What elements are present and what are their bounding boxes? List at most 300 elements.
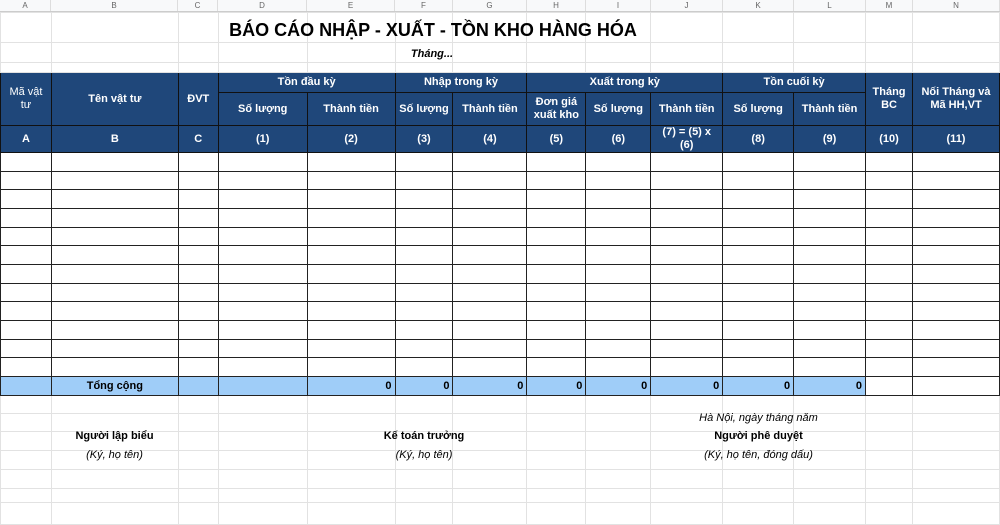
data-cell[interactable] (913, 283, 1000, 302)
data-cell[interactable] (307, 320, 395, 339)
data-cell[interactable] (51, 283, 178, 302)
data-cell[interactable] (866, 283, 913, 302)
cell[interactable] (218, 431, 307, 450)
data-cell[interactable] (527, 358, 586, 377)
data-cell[interactable] (395, 358, 453, 377)
data-cell[interactable] (1, 339, 52, 358)
cell[interactable] (178, 43, 218, 63)
data-cell[interactable] (651, 190, 723, 209)
data-cell[interactable] (866, 302, 913, 321)
data-cell[interactable] (586, 227, 651, 246)
cell[interactable] (395, 63, 453, 73)
data-cell[interactable] (395, 320, 453, 339)
cell[interactable] (453, 63, 527, 73)
cell[interactable] (866, 13, 913, 43)
data-cell[interactable] (527, 171, 586, 190)
data-cell[interactable] (723, 339, 794, 358)
cell[interactable] (1, 450, 52, 469)
data-cell[interactable] (794, 339, 866, 358)
total-cell[interactable] (218, 376, 307, 395)
data-cell[interactable] (51, 153, 178, 172)
cell[interactable] (307, 502, 395, 524)
data-cell[interactable] (866, 320, 913, 339)
data-cell[interactable] (866, 153, 913, 172)
data-cell[interactable] (913, 190, 1000, 209)
data-cell[interactable] (453, 246, 527, 265)
data-cell[interactable] (794, 302, 866, 321)
data-cell[interactable] (1, 171, 52, 190)
data-cell[interactable] (218, 283, 307, 302)
data-cell[interactable] (527, 153, 586, 172)
data-cell[interactable] (586, 320, 651, 339)
cell[interactable] (453, 413, 527, 431)
cell[interactable] (586, 469, 651, 488)
data-cell[interactable] (178, 153, 218, 172)
data-cell[interactable] (723, 171, 794, 190)
cell[interactable] (794, 63, 866, 73)
cell[interactable] (307, 413, 395, 431)
cell[interactable] (913, 488, 1000, 502)
cell[interactable] (651, 469, 723, 488)
data-cell[interactable] (527, 264, 586, 283)
column-header-i[interactable]: I (586, 0, 651, 11)
cell[interactable] (395, 488, 453, 502)
data-cell[interactable] (395, 208, 453, 227)
cell[interactable] (395, 502, 453, 524)
total-cell[interactable] (913, 376, 1000, 395)
cell[interactable] (1, 63, 52, 73)
data-cell[interactable] (453, 283, 527, 302)
total-value[interactable]: 0 (723, 376, 794, 395)
cell[interactable] (51, 469, 178, 488)
data-cell[interactable] (1, 302, 52, 321)
data-cell[interactable] (51, 358, 178, 377)
data-cell[interactable] (178, 320, 218, 339)
data-cell[interactable] (794, 358, 866, 377)
data-cell[interactable] (178, 246, 218, 265)
data-cell[interactable] (527, 227, 586, 246)
data-cell[interactable] (586, 246, 651, 265)
total-value[interactable]: 0 (794, 376, 866, 395)
cell[interactable] (51, 488, 178, 502)
data-cell[interactable] (51, 208, 178, 227)
data-cell[interactable] (453, 339, 527, 358)
data-cell[interactable] (1, 208, 52, 227)
data-cell[interactable] (218, 339, 307, 358)
cell[interactable] (913, 43, 1000, 63)
cell[interactable] (866, 431, 913, 450)
data-cell[interactable] (723, 227, 794, 246)
data-cell[interactable] (866, 208, 913, 227)
data-cell[interactable] (527, 208, 586, 227)
data-cell[interactable] (218, 264, 307, 283)
cell[interactable] (723, 488, 794, 502)
data-cell[interactable] (866, 339, 913, 358)
data-cell[interactable] (527, 190, 586, 209)
data-cell[interactable] (51, 171, 178, 190)
data-cell[interactable] (794, 171, 866, 190)
cell[interactable] (651, 395, 723, 413)
cell[interactable] (586, 431, 651, 450)
data-cell[interactable] (794, 227, 866, 246)
cell[interactable] (527, 43, 586, 63)
data-cell[interactable] (307, 264, 395, 283)
cell[interactable] (218, 502, 307, 524)
cell[interactable] (527, 488, 586, 502)
cell[interactable] (651, 502, 723, 524)
cell[interactable] (794, 395, 866, 413)
data-cell[interactable] (527, 339, 586, 358)
data-cell[interactable] (178, 190, 218, 209)
data-cell[interactable] (218, 208, 307, 227)
data-cell[interactable] (794, 208, 866, 227)
data-cell[interactable] (913, 246, 1000, 265)
data-cell[interactable] (178, 264, 218, 283)
cell[interactable] (51, 63, 178, 73)
data-cell[interactable] (218, 302, 307, 321)
data-cell[interactable] (307, 302, 395, 321)
cell[interactable] (586, 450, 651, 469)
total-value[interactable]: 0 (395, 376, 453, 395)
data-cell[interactable] (723, 264, 794, 283)
data-cell[interactable] (794, 246, 866, 265)
cell[interactable] (1, 469, 52, 488)
cell[interactable] (866, 413, 913, 431)
cell[interactable] (218, 43, 307, 63)
cell[interactable] (913, 502, 1000, 524)
data-cell[interactable] (866, 190, 913, 209)
cell[interactable] (395, 413, 453, 431)
cell[interactable] (1, 395, 52, 413)
data-cell[interactable] (51, 190, 178, 209)
data-cell[interactable] (453, 320, 527, 339)
data-cell[interactable] (913, 208, 1000, 227)
data-cell[interactable] (307, 171, 395, 190)
data-cell[interactable] (178, 302, 218, 321)
column-header-e[interactable]: E (307, 0, 395, 11)
data-cell[interactable] (651, 246, 723, 265)
cell[interactable] (527, 63, 586, 73)
cell[interactable] (178, 395, 218, 413)
data-cell[interactable] (586, 171, 651, 190)
data-cell[interactable] (218, 171, 307, 190)
cell[interactable] (307, 488, 395, 502)
data-cell[interactable] (794, 190, 866, 209)
data-cell[interactable] (794, 264, 866, 283)
cell[interactable] (527, 502, 586, 524)
data-cell[interactable] (395, 302, 453, 321)
cell[interactable] (395, 395, 453, 413)
total-value[interactable]: 0 (586, 376, 651, 395)
data-cell[interactable] (651, 283, 723, 302)
data-cell[interactable] (586, 339, 651, 358)
data-cell[interactable] (453, 302, 527, 321)
cell[interactable] (218, 450, 307, 469)
column-header-m[interactable]: M (866, 0, 913, 11)
data-cell[interactable] (395, 171, 453, 190)
data-cell[interactable] (651, 153, 723, 172)
cell[interactable] (794, 488, 866, 502)
data-cell[interactable] (395, 246, 453, 265)
cell[interactable] (913, 63, 1000, 73)
data-cell[interactable] (1, 227, 52, 246)
cell[interactable] (218, 63, 307, 73)
data-cell[interactable] (651, 339, 723, 358)
data-cell[interactable] (913, 227, 1000, 246)
data-cell[interactable] (1, 264, 52, 283)
cell[interactable] (723, 63, 794, 73)
data-cell[interactable] (178, 171, 218, 190)
column-header-c[interactable]: C (178, 0, 218, 11)
data-cell[interactable] (307, 246, 395, 265)
data-cell[interactable] (1, 246, 52, 265)
data-cell[interactable] (178, 283, 218, 302)
cell[interactable] (723, 469, 794, 488)
data-cell[interactable] (1, 283, 52, 302)
cell[interactable] (1, 488, 52, 502)
data-cell[interactable] (723, 302, 794, 321)
column-header-d[interactable]: D (218, 0, 307, 11)
data-cell[interactable] (866, 264, 913, 283)
data-cell[interactable] (1, 190, 52, 209)
data-cell[interactable] (651, 302, 723, 321)
cell[interactable] (453, 502, 527, 524)
data-cell[interactable] (395, 283, 453, 302)
total-value[interactable]: 0 (527, 376, 586, 395)
data-cell[interactable] (723, 153, 794, 172)
cell[interactable] (586, 413, 651, 431)
data-cell[interactable] (453, 264, 527, 283)
cell[interactable] (395, 469, 453, 488)
data-cell[interactable] (586, 358, 651, 377)
cell[interactable] (794, 502, 866, 524)
cell[interactable] (651, 488, 723, 502)
cell[interactable] (866, 450, 913, 469)
data-cell[interactable] (723, 208, 794, 227)
cell[interactable] (178, 431, 218, 450)
data-cell[interactable] (178, 208, 218, 227)
data-cell[interactable] (453, 153, 527, 172)
data-cell[interactable] (723, 358, 794, 377)
cell[interactable] (218, 413, 307, 431)
cell[interactable] (913, 431, 1000, 450)
cell[interactable] (178, 502, 218, 524)
data-cell[interactable] (913, 171, 1000, 190)
cell[interactable] (178, 488, 218, 502)
column-header-f[interactable]: F (395, 0, 453, 11)
data-cell[interactable] (178, 227, 218, 246)
cell[interactable] (307, 63, 395, 73)
cell[interactable] (1, 431, 52, 450)
total-value[interactable]: 0 (453, 376, 527, 395)
data-cell[interactable] (51, 264, 178, 283)
data-cell[interactable] (51, 302, 178, 321)
data-cell[interactable] (218, 358, 307, 377)
data-cell[interactable] (178, 358, 218, 377)
cell[interactable] (178, 413, 218, 431)
data-cell[interactable] (218, 246, 307, 265)
data-cell[interactable] (1, 358, 52, 377)
cell[interactable] (586, 502, 651, 524)
cell[interactable] (307, 395, 395, 413)
cell[interactable] (527, 469, 586, 488)
data-cell[interactable] (866, 246, 913, 265)
data-cell[interactable] (307, 283, 395, 302)
data-cell[interactable] (723, 320, 794, 339)
cell[interactable] (453, 488, 527, 502)
column-header-k[interactable]: K (723, 0, 794, 11)
data-cell[interactable] (794, 320, 866, 339)
cell[interactable] (453, 395, 527, 413)
data-cell[interactable] (913, 339, 1000, 358)
cell[interactable] (1, 413, 52, 431)
column-header-n[interactable]: N (913, 0, 1000, 11)
data-cell[interactable] (651, 320, 723, 339)
data-cell[interactable] (527, 302, 586, 321)
data-cell[interactable] (218, 320, 307, 339)
data-cell[interactable] (651, 208, 723, 227)
total-value[interactable]: 0 (307, 376, 395, 395)
data-cell[interactable] (395, 227, 453, 246)
cell[interactable] (51, 502, 178, 524)
data-cell[interactable] (453, 227, 527, 246)
column-header-h[interactable]: H (527, 0, 586, 11)
data-cell[interactable] (307, 339, 395, 358)
data-cell[interactable] (651, 358, 723, 377)
total-cell[interactable] (1, 376, 52, 395)
cell[interactable] (51, 395, 178, 413)
data-cell[interactable] (453, 208, 527, 227)
data-cell[interactable] (307, 208, 395, 227)
data-cell[interactable] (651, 227, 723, 246)
cell[interactable] (913, 395, 1000, 413)
cell[interactable] (307, 43, 395, 63)
cell[interactable] (307, 469, 395, 488)
data-cell[interactable] (651, 171, 723, 190)
data-cell[interactable] (453, 171, 527, 190)
cell[interactable] (723, 395, 794, 413)
cell[interactable] (794, 43, 866, 63)
cell[interactable] (178, 63, 218, 73)
cell[interactable] (586, 43, 651, 63)
data-cell[interactable] (723, 190, 794, 209)
data-cell[interactable] (1, 153, 52, 172)
cell[interactable] (586, 63, 651, 73)
data-cell[interactable] (218, 190, 307, 209)
data-cell[interactable] (218, 227, 307, 246)
data-cell[interactable] (178, 339, 218, 358)
cell[interactable] (527, 395, 586, 413)
cell[interactable] (913, 450, 1000, 469)
cell[interactable] (586, 395, 651, 413)
cell[interactable] (178, 450, 218, 469)
cell[interactable] (866, 395, 913, 413)
data-cell[interactable] (395, 264, 453, 283)
data-cell[interactable] (527, 246, 586, 265)
total-value[interactable]: 0 (651, 376, 723, 395)
data-cell[interactable] (395, 339, 453, 358)
cell[interactable] (453, 469, 527, 488)
data-cell[interactable] (527, 283, 586, 302)
total-cell[interactable] (178, 376, 218, 395)
cell[interactable] (586, 488, 651, 502)
column-header-g[interactable]: G (453, 0, 527, 11)
data-cell[interactable] (307, 358, 395, 377)
data-cell[interactable] (913, 320, 1000, 339)
data-cell[interactable] (395, 190, 453, 209)
data-cell[interactable] (51, 320, 178, 339)
data-cell[interactable] (307, 153, 395, 172)
data-cell[interactable] (453, 190, 527, 209)
data-cell[interactable] (866, 227, 913, 246)
cell[interactable] (794, 469, 866, 488)
cell[interactable] (913, 413, 1000, 431)
data-cell[interactable] (913, 358, 1000, 377)
data-cell[interactable] (586, 302, 651, 321)
data-cell[interactable] (307, 190, 395, 209)
cell[interactable] (218, 469, 307, 488)
cell[interactable] (527, 413, 586, 431)
cell[interactable] (218, 395, 307, 413)
cell[interactable] (51, 413, 178, 431)
cell[interactable] (866, 43, 913, 63)
cell[interactable] (1, 502, 52, 524)
cell[interactable] (178, 469, 218, 488)
column-header-a[interactable]: A (0, 0, 51, 11)
cell[interactable] (723, 43, 794, 63)
data-cell[interactable] (218, 153, 307, 172)
cell[interactable] (913, 469, 1000, 488)
data-cell[interactable] (794, 153, 866, 172)
data-cell[interactable] (586, 264, 651, 283)
cell[interactable] (218, 488, 307, 502)
cell[interactable] (913, 13, 1000, 43)
total-label[interactable]: Tổng cộng (51, 376, 178, 395)
data-cell[interactable] (723, 246, 794, 265)
data-cell[interactable] (1, 320, 52, 339)
data-cell[interactable] (913, 302, 1000, 321)
data-cell[interactable] (307, 227, 395, 246)
cell[interactable] (1, 43, 52, 63)
column-header-b[interactable]: B (51, 0, 178, 11)
cell[interactable] (866, 502, 913, 524)
column-header-l[interactable]: L (794, 0, 866, 11)
data-cell[interactable] (51, 227, 178, 246)
cell[interactable] (651, 63, 723, 73)
cell[interactable] (866, 469, 913, 488)
data-cell[interactable] (51, 339, 178, 358)
data-cell[interactable] (866, 358, 913, 377)
cell[interactable] (866, 63, 913, 73)
cell[interactable] (51, 43, 178, 63)
data-cell[interactable] (51, 246, 178, 265)
data-cell[interactable] (527, 320, 586, 339)
data-cell[interactable] (794, 283, 866, 302)
spreadsheet-grid[interactable] (0, 12, 1000, 525)
data-cell[interactable] (586, 153, 651, 172)
cell[interactable] (651, 43, 723, 63)
data-cell[interactable] (586, 190, 651, 209)
data-cell[interactable] (913, 153, 1000, 172)
data-cell[interactable] (723, 283, 794, 302)
total-cell[interactable] (866, 376, 913, 395)
data-cell[interactable] (586, 208, 651, 227)
column-header-j[interactable]: J (651, 0, 723, 11)
cell[interactable] (866, 488, 913, 502)
data-cell[interactable] (866, 171, 913, 190)
data-cell[interactable] (453, 358, 527, 377)
data-cell[interactable] (395, 153, 453, 172)
